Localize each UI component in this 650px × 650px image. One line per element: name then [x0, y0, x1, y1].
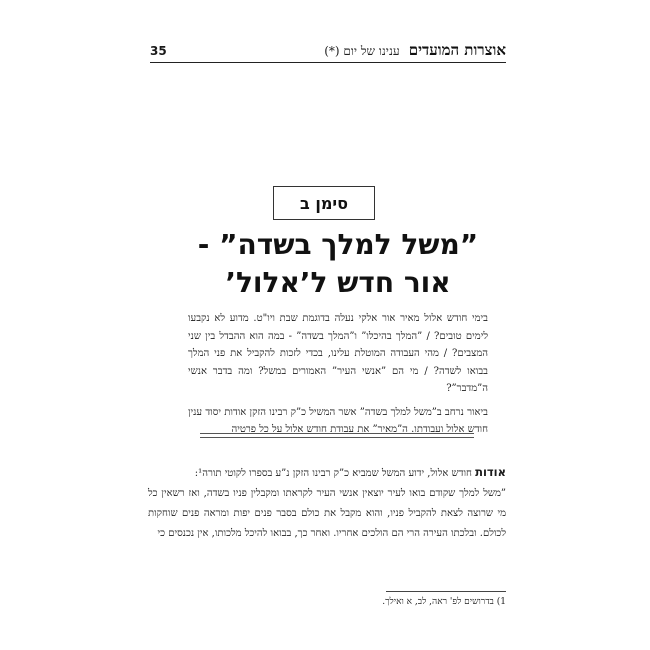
running-header [150, 38, 506, 64]
siman-label: סימן ב [300, 193, 348, 213]
chapter-heading [188, 226, 488, 302]
body-paragraph-1-text: חודש אלול, ידוע המשל שמביא כ”ק רבינו הזקן נ”ע בספרו לקוטי תורה¹: [194, 468, 476, 479]
book-title: אוצרות המועדים [408, 41, 506, 59]
section-mark: (*) [324, 44, 340, 58]
section-divider [200, 433, 474, 438]
header-rule [150, 62, 506, 63]
section-title-text: ענינו של יום [339, 44, 400, 58]
page-number: 35 [150, 44, 167, 58]
summary-paragraph-2: ביאור נרחב ב”משל למלך בשדה” אשר המשיל כ”ק רבינו הזקן אודות יסוד ענין חודש אלול ועבודתו. ה”מאיר” את עבודת חודש אלול על כל פרטיה [188, 406, 488, 435]
body-paragraph-2: ”משל למלך שקודם בואו לעיר יוצאין אנשי העיר לקראתו ומקבלין פניו בשדה, ואז רשאין כל מי שרוצה לצאת להקביל פניו, והוא מקבל את כולם בסבר פנים יפות ומראה פנים שוחקות לכולם. ובלכתו העירה הרי הם הולכים אחריו. ואחר כך, בבואו להיכל מלכותו, אין נכנסים כי [148, 488, 506, 539]
chapter-heading-line-1: ”משל למלך בשדה” - [197, 228, 479, 261]
lead-word: אודות [475, 465, 506, 479]
body-paragraph-1 [148, 462, 506, 484]
body-text [148, 462, 506, 544]
siman-label-box [273, 186, 375, 220]
chapter-summary [188, 310, 488, 445]
chapter-heading-line-2: אור חדש ל’אלול’ [225, 266, 451, 299]
footnote: 1) בדרושים לפ' ראה, לב, א ואילך. [382, 597, 506, 607]
running-head-text [324, 40, 506, 60]
summary-paragraph-1: בימי חודש אלול מאיר אור אלקי נעלה בדוגמת שבת ויו"ט. מדוע לא נקבעו לימים טובים? / ”המלך בהיכלו” ו”המלך בשדה” - במה הוא ההבדל בין שני המצבים? / מהי העבודה המוטלת עלינו, בכדי לזכות להקביל את פני המלך בבואו לשדה? / מי הם ”אנשי העיר” האמורים במשל? ומה בדבר אנשי ה”מדבר”? [188, 313, 488, 394]
footnote-rule [386, 591, 506, 592]
section-title [324, 44, 399, 58]
